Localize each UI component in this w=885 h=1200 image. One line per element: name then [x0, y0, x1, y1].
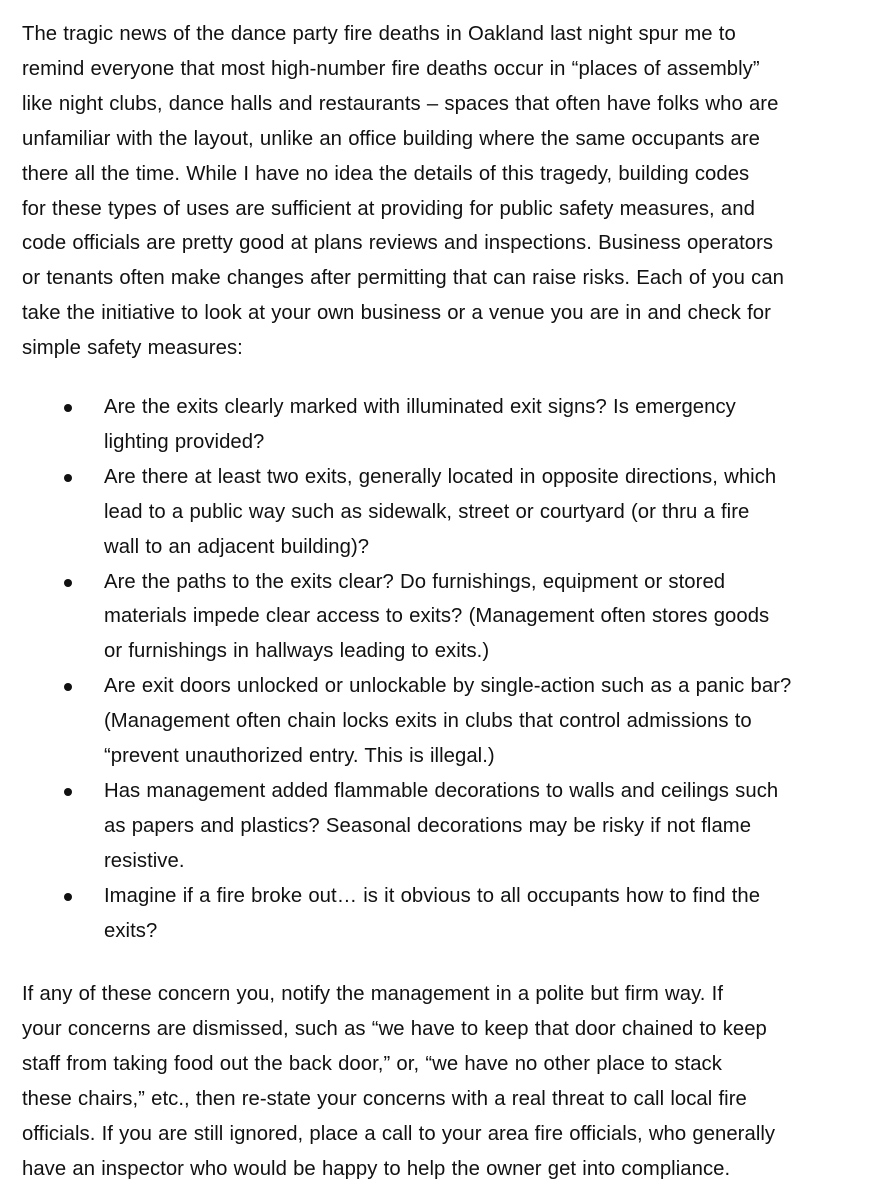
checklist-line: Are exit doors unlocked or unlockable by single-action such as a panic bar?: [104, 675, 792, 698]
intro-line: simple safety measures:: [22, 337, 243, 360]
checklist-line: (Management often chain locks exits in clubs that control admissions to: [104, 710, 752, 733]
checklist-item-exit-signs: [0, 390, 854, 460]
checklist-line: as papers and plastics? Seasonal decorations may be risky if not flame: [104, 814, 752, 837]
safety-checklist: [0, 390, 885, 949]
intro-line: like night clubs, dance halls and restaurants – spaces that often have folks who are: [22, 92, 779, 115]
intro-line: or tenants often make changes after permitting that can raise risks. Each of you can: [22, 267, 785, 290]
checklist-line: Has management added flammable decorations to walls and ceilings such: [104, 779, 779, 802]
checklist-line: or furnishings in hallways leading to exits.): [104, 640, 490, 663]
checklist-line: Are the exits clearly marked with illuminated exit signs? Is emergency: [104, 396, 736, 418]
bullet-icon: [64, 788, 72, 796]
intro-line: there all the time. While I have no idea the details of this tragedy, building codes: [22, 162, 750, 185]
checklist-line: Imagine if a fire broke out… is it obvious to all occupants how to find the: [104, 884, 761, 907]
bullet-icon: [64, 893, 72, 901]
intro-line: for these types of uses are sufficient at providing for public safety measures, and: [22, 197, 755, 220]
bullet-icon: [64, 683, 72, 691]
closing-paragraph: [22, 977, 870, 1186]
bullet-icon: [64, 404, 72, 412]
closing-line: your concerns are dismissed, such as “we have to keep that door chained to keep: [22, 1017, 767, 1040]
bullet-icon: [64, 474, 72, 482]
checklist-item-flammable-decorations: [0, 774, 854, 879]
checklist-line: Are the paths to the exits clear? Do furnishings, equipment or stored: [104, 570, 726, 593]
intro-line: unfamiliar with the layout, unlike an office building where the same occupants are: [22, 127, 761, 150]
checklist-item-clear-paths: [0, 565, 854, 670]
intro-paragraph: [22, 17, 870, 366]
checklist-item-find-exits: [0, 879, 854, 949]
closing-line: have an inspector who would be happy to help the owner get into compliance.: [22, 1157, 731, 1180]
bullet-icon: [64, 579, 72, 587]
checklist-line: Are there at least two exits, generally located in opposite directions, which: [104, 465, 777, 488]
intro-line: The tragic news of the dance party fire deaths in Oakland last night spur me to: [22, 23, 736, 45]
checklist-line: materials impede clear access to exits? (Management often stores goods: [104, 605, 770, 628]
checklist-line: exits?: [104, 919, 158, 942]
checklist-line: wall to an adjacent building)?: [104, 535, 370, 558]
closing-line: these chairs,” etc., then re-state your concerns with a real threat to call local fire: [22, 1087, 747, 1110]
closing-line: If any of these concern you, notify the management in a polite but firm way. If: [22, 983, 724, 1005]
checklist-line: resistive.: [104, 849, 185, 872]
intro-line: remind everyone that most high-number fire deaths occur in “places of assembly”: [22, 57, 760, 80]
closing-line: officials. If you are still ignored, place a call to your area fire officials, who generally: [22, 1122, 776, 1145]
intro-line: take the initiative to look at your own business or a venue you are in and check for: [22, 302, 771, 325]
checklist-line: lead to a public way such as sidewalk, street or courtyard (or thru a fire: [104, 500, 750, 523]
checklist-line: lighting provided?: [104, 430, 265, 453]
checklist-item-two-exits: [0, 460, 854, 565]
checklist-line: “prevent unauthorized entry. This is illegal.): [104, 745, 495, 768]
closing-line: staff from taking food out the back door,” or, “we have no other place to stack: [22, 1052, 722, 1075]
checklist-item-unlocked-doors: [0, 669, 854, 774]
intro-line: code officials are pretty good at plans reviews and inspections. Business operators: [22, 232, 774, 255]
